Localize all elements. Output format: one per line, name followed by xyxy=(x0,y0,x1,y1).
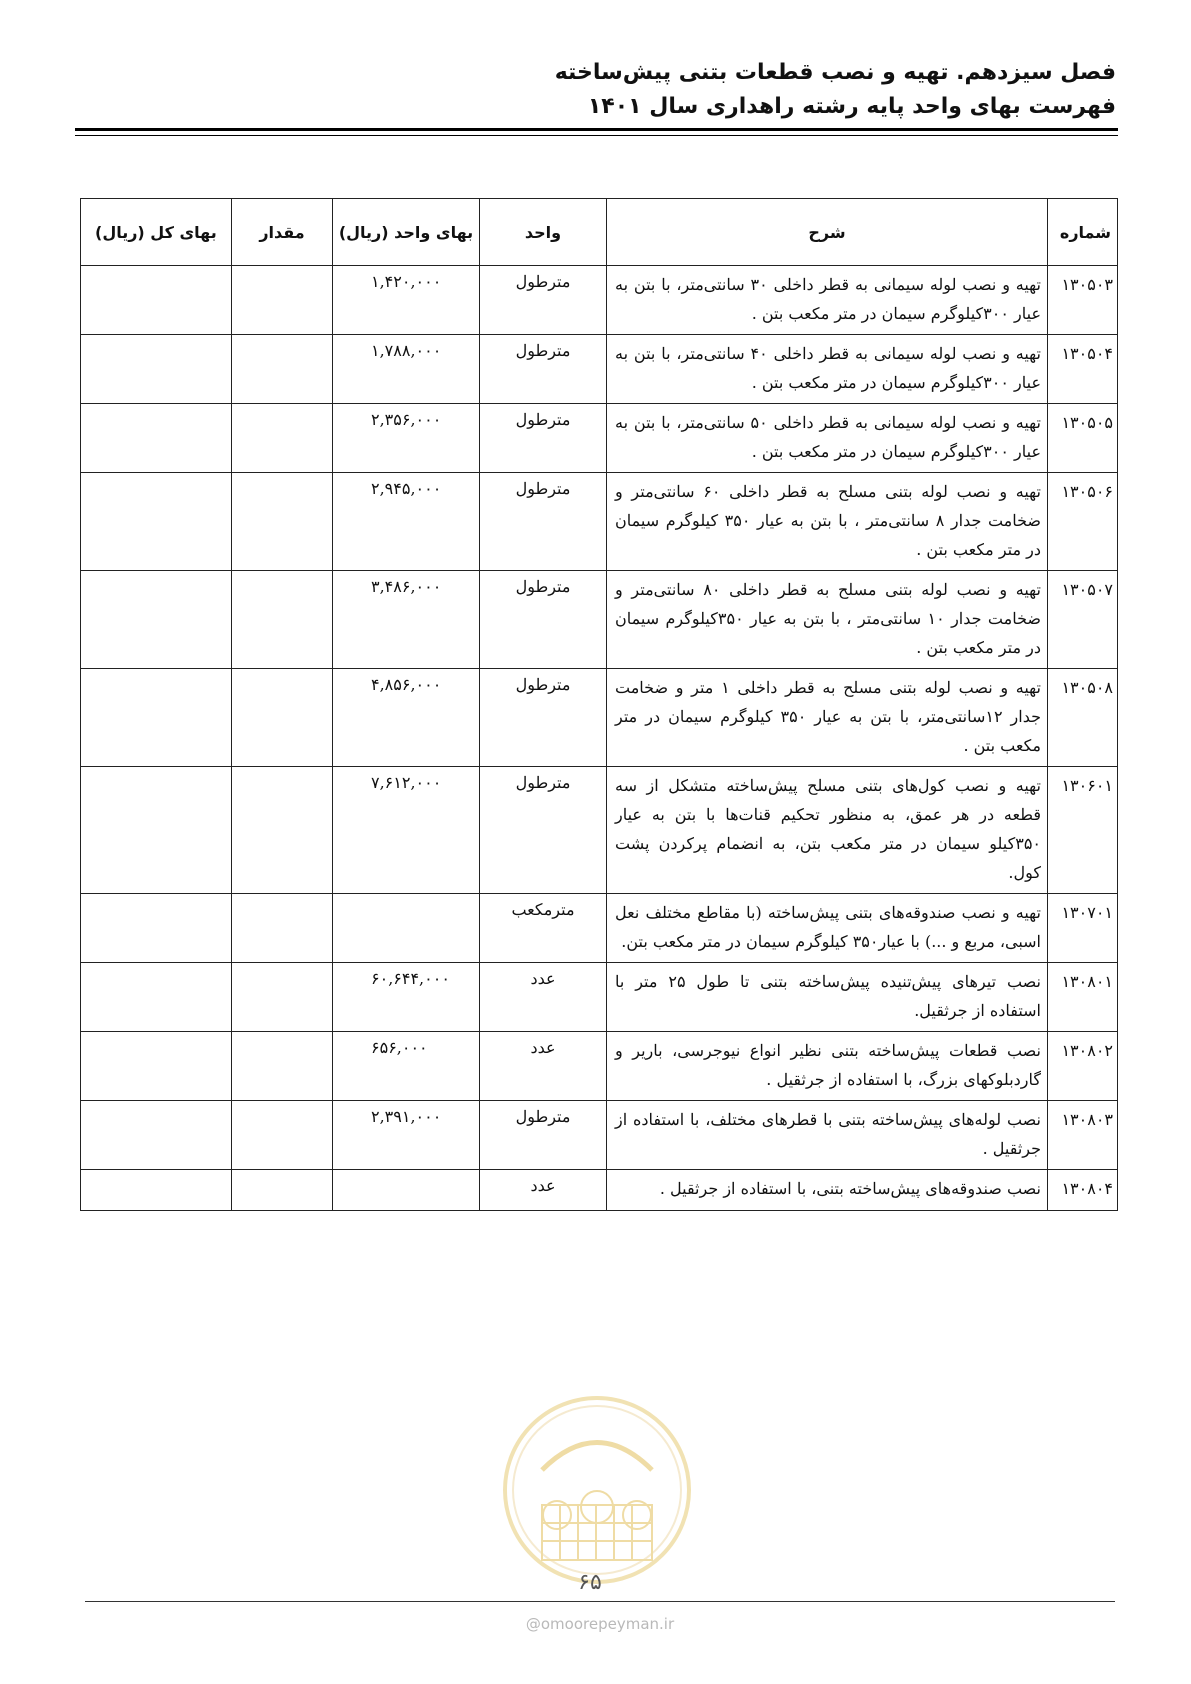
table-row xyxy=(81,1170,1118,1211)
item-unit-price: ۱,۷۸۸,۰۰۰ xyxy=(333,335,480,404)
item-code: ۱۳۰۵۰۵ xyxy=(1048,404,1118,473)
item-code: ۱۳۰۷۰۱ xyxy=(1048,894,1118,963)
item-quantity xyxy=(232,1101,333,1170)
item-description: تهیه و نصب لوله بتنی مسلح به قطر داخلی ۸۰ سانتی‌متر و ضخامت جدار ۱۰ سانتی‌متر ، با بتن به عیار ۳۵۰کیلوگرم سیمان در متر مکعب بتن . xyxy=(607,571,1048,669)
item-unit-price: ۲,۳۵۶,۰۰۰ xyxy=(333,404,480,473)
item-quantity xyxy=(232,335,333,404)
footer-rule xyxy=(85,1601,1115,1602)
item-quantity xyxy=(232,473,333,571)
item-quantity xyxy=(232,963,333,1032)
item-total-price xyxy=(81,767,232,894)
table-row xyxy=(81,894,1118,963)
item-unit: مترطول xyxy=(480,669,607,767)
item-quantity xyxy=(232,669,333,767)
table-row xyxy=(81,767,1118,894)
table-row xyxy=(81,669,1118,767)
item-unit: مترطول xyxy=(480,767,607,894)
item-unit: عدد xyxy=(480,1032,607,1101)
item-unit: مترطول xyxy=(480,404,607,473)
item-code: ۱۳۰۵۰۷ xyxy=(1048,571,1118,669)
item-total-price xyxy=(81,963,232,1032)
item-unit-price: ۶۵۶,۰۰۰ xyxy=(333,1032,480,1101)
header-rule-thick xyxy=(75,128,1118,131)
item-code: ۱۳۰۶۰۱ xyxy=(1048,767,1118,894)
chapter-title: فصل سیزدهم. تهیه و نصب قطعات بتنی پیش‌ساخته xyxy=(554,60,1116,85)
item-unit-price xyxy=(333,1170,480,1211)
item-unit: عدد xyxy=(480,1170,607,1211)
page-header xyxy=(76,56,1116,124)
price-list-title: فهرست بهای واحد پایه رشته راهداری سال ۱۴۰۱ xyxy=(587,94,1116,119)
table-header-row xyxy=(81,199,1118,266)
item-total-price xyxy=(81,335,232,404)
table-row xyxy=(81,266,1118,335)
item-unit: مترطول xyxy=(480,473,607,571)
item-total-price xyxy=(81,404,232,473)
item-quantity xyxy=(232,571,333,669)
table-row xyxy=(81,404,1118,473)
item-code: ۱۳۰۸۰۲ xyxy=(1048,1032,1118,1101)
item-description: تهیه و نصب کول‌های بتنی مسلح پیش‌ساخته متشکل از سه قطعه در هر عمق، به منظور تحکیم قنات‌ها با بتن به عیار ۳۵۰کیلو سیمان در متر مکعب بتن، به انضمام پرکردن پشت کول. xyxy=(607,767,1048,894)
table-row xyxy=(81,963,1118,1032)
item-code: ۱۳۰۵۰۶ xyxy=(1048,473,1118,571)
item-quantity xyxy=(232,894,333,963)
item-unit: مترطول xyxy=(480,335,607,404)
item-total-price xyxy=(81,473,232,571)
item-unit: مترمکعب xyxy=(480,894,607,963)
item-unit-price: ۳,۴۸۶,۰۰۰ xyxy=(333,571,480,669)
item-total-price xyxy=(81,894,232,963)
item-total-price xyxy=(81,266,232,335)
item-description: نصب تیرهای پیش‌تنیده پیش‌ساخته بتنی تا طول ۲۵ متر با استفاده از جرثقیل. xyxy=(607,963,1048,1032)
header-rule-thin xyxy=(75,135,1118,136)
item-description: تهیه و نصب لوله بتنی مسلح به قطر داخلی ۱ متر و ضخامت جدار ۱۲سانتی‌متر، با بتن به عیار ۳۵۰ کیلوگرم سیمان در متر مکعب بتن . xyxy=(607,669,1048,767)
column-header-unit: واحد xyxy=(480,199,607,266)
item-total-price xyxy=(81,1101,232,1170)
column-header-unit-price: بهای واحد (ریال) xyxy=(333,199,480,266)
item-description: نصب لوله‌های پیش‌ساخته بتنی با قطرهای مختلف، با استفاده از جرثقیل . xyxy=(607,1101,1048,1170)
item-unit-price: ۶۰,۶۴۴,۰۰۰ xyxy=(333,963,480,1032)
omoorepeyman-seal-watermark xyxy=(502,1395,692,1585)
item-description: تهیه و نصب لوله سیمانی به قطر داخلی ۴۰ سانتی‌متر، با بتن به عیار ۳۰۰کیلوگرم سیمان در متر مکعب بتن . xyxy=(607,335,1048,404)
table-row xyxy=(81,473,1118,571)
table-row xyxy=(81,571,1118,669)
table-row xyxy=(81,1032,1118,1101)
item-unit: مترطول xyxy=(480,1101,607,1170)
site-watermark: @omoorepeyman.ir xyxy=(525,1615,675,1633)
item-code: ۱۳۰۸۰۱ xyxy=(1048,963,1118,1032)
table-row xyxy=(81,1101,1118,1170)
item-description: تهیه و نصب لوله سیمانی به قطر داخلی ۳۰ سانتی‌متر، با بتن به عیار ۳۰۰کیلوگرم سیمان در متر مکعب بتن . xyxy=(607,266,1048,335)
item-unit-price: ۷,۶۱۲,۰۰۰ xyxy=(333,767,480,894)
item-total-price xyxy=(81,571,232,669)
item-code: ۱۳۰۵۰۳ xyxy=(1048,266,1118,335)
item-code: ۱۳۰۸۰۴ xyxy=(1048,1170,1118,1211)
page-number: ۶۵ xyxy=(578,1570,602,1595)
item-description: تهیه و نصب صندوقه‌های بتنی پیش‌ساخته (با مقاطع مختلف نعل اسبی، مربع و ...) با عیار۳۵۰ کیلوگرم سیمان در متر مکعب بتن. xyxy=(607,894,1048,963)
column-header-code: شماره xyxy=(1048,199,1118,266)
column-header-quantity: مقدار xyxy=(232,199,333,266)
item-unit: مترطول xyxy=(480,571,607,669)
item-description: نصب صندوقه‌های پیش‌ساخته بتنی، با استفاده از جرثقیل . xyxy=(607,1170,1048,1211)
item-unit-price xyxy=(333,894,480,963)
price-table xyxy=(80,198,1118,1211)
item-unit: مترطول xyxy=(480,266,607,335)
table-row xyxy=(81,335,1118,404)
item-quantity xyxy=(232,767,333,894)
item-quantity xyxy=(232,266,333,335)
item-total-price xyxy=(81,1032,232,1101)
item-quantity xyxy=(232,1170,333,1211)
item-unit-price: ۲,۳۹۱,۰۰۰ xyxy=(333,1101,480,1170)
item-quantity xyxy=(232,404,333,473)
item-description: تهیه و نصب لوله سیمانی به قطر داخلی ۵۰ سانتی‌متر، با بتن به عیار ۳۰۰کیلوگرم سیمان در متر مکعب بتن . xyxy=(607,404,1048,473)
item-unit-price: ۲,۹۴۵,۰۰۰ xyxy=(333,473,480,571)
item-unit: عدد xyxy=(480,963,607,1032)
item-total-price xyxy=(81,1170,232,1211)
item-description: تهیه و نصب لوله بتنی مسلح به قطر داخلی ۶۰ سانتی‌متر و ضخامت جدار ۸ سانتی‌متر ، با بتن به عیار ۳۵۰ کیلوگرم سیمان در متر مکعب بتن . xyxy=(607,473,1048,571)
item-quantity xyxy=(232,1032,333,1101)
item-description: نصب قطعات پیش‌ساخته بتنی نظیر انواع نیوجرسی، باریر و گاردبلوکهای بزرگ، با استفاده از جرثقیل . xyxy=(607,1032,1048,1101)
item-code: ۱۳۰۵۰۸ xyxy=(1048,669,1118,767)
item-code: ۱۳۰۵۰۴ xyxy=(1048,335,1118,404)
item-total-price xyxy=(81,669,232,767)
item-unit-price: ۴,۸۵۶,۰۰۰ xyxy=(333,669,480,767)
item-code: ۱۳۰۸۰۳ xyxy=(1048,1101,1118,1170)
item-unit-price: ۱,۴۲۰,۰۰۰ xyxy=(333,266,480,335)
column-header-description: شرح xyxy=(607,199,1048,266)
column-header-total-price: بهای کل (ریال) xyxy=(81,199,232,266)
